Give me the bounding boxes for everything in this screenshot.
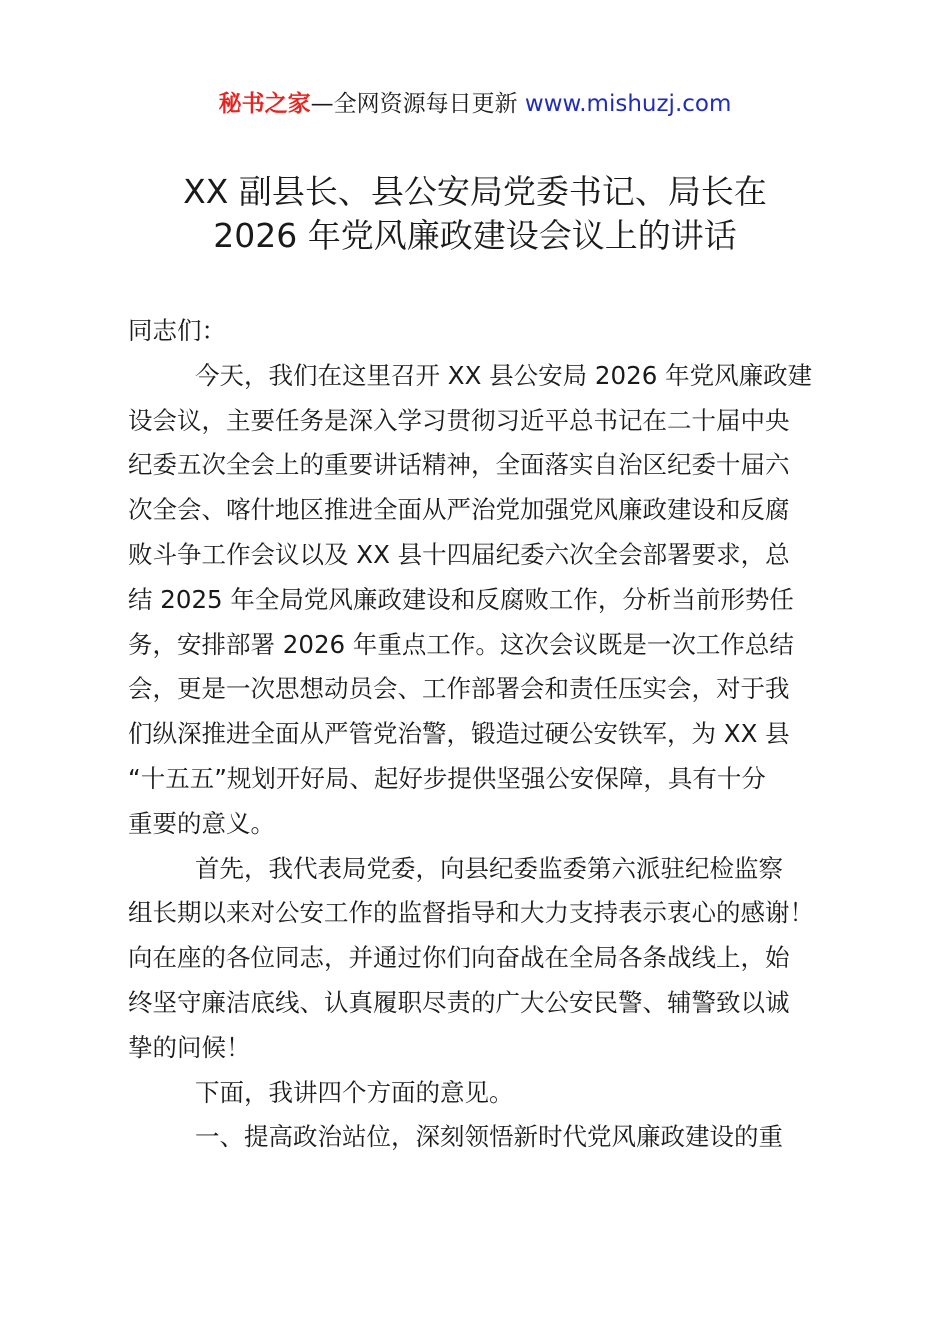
body-line: 下面，我讲四个方面的意见。 bbox=[195, 1077, 514, 1107]
title-line-2: 2026 年党风廉政建设会议上的讲话 bbox=[213, 216, 737, 255]
body-line: 今天，我们在这里召开 XX 县公安局 2026 年党风廉政建 bbox=[195, 360, 813, 390]
document-title bbox=[0, 170, 950, 258]
document-body bbox=[128, 309, 838, 1160]
salutation: 同志们： bbox=[128, 316, 226, 345]
body-line: 组长期以来对公安工作的监督指导和大力支持表示衷心的感谢！ bbox=[128, 898, 814, 928]
site-header bbox=[0, 86, 950, 122]
site-url-link[interactable]: www.mishuzj.com bbox=[524, 91, 732, 117]
site-brand: 秘书之家 bbox=[218, 91, 311, 117]
site-tagline: —全网资源每日更新 bbox=[310, 91, 525, 117]
body-line: 向在座的各位同志，并通过你们向奋战在全局各条战线上，始 bbox=[128, 943, 790, 973]
body-line: 们纵深推进全面从严管党治警，锻造过硬公安铁军，为 XX 县 bbox=[128, 719, 790, 749]
body-line: 务，安排部署 2026 年重点工作。这次会议既是一次工作总结 bbox=[128, 629, 794, 659]
body-line: 挚的问候！ bbox=[128, 1032, 251, 1062]
body-line: 结 2025 年全局党风廉政建设和反腐败工作，分析当前形势任 bbox=[128, 584, 794, 614]
body-line: 重要的意义。 bbox=[128, 808, 275, 838]
body-line: 败斗争工作会议以及 XX 县十四届纪委六次全会部署要求，总 bbox=[128, 539, 790, 569]
body-line: 终坚守廉洁底线、认真履职尽责的广大公安民警、辅警致以诚 bbox=[128, 987, 790, 1017]
body-line: 设会议，主要任务是深入学习贯彻习近平总书记在二十届中央 bbox=[128, 405, 790, 435]
body-line: 次全会、喀什地区推进全面从严治党加强党风廉政建设和反腐 bbox=[128, 495, 790, 525]
section-heading: 一、提高政治站位，深刻领悟新时代党风廉政建设的重 bbox=[195, 1122, 783, 1152]
title-line-1: XX 副县长、县公安局党委书记、局长在 bbox=[183, 172, 767, 211]
body-line: 纪委五次全会上的重要讲话精神，全面落实自治区纪委十届六 bbox=[128, 450, 790, 480]
body-line: “十五五”规划开好局、起好步提供坚强公安保障，具有十分 bbox=[128, 763, 766, 793]
body-line: 会，更是一次思想动员会、工作部署会和责任压实会，对于我 bbox=[128, 674, 790, 704]
body-line: 首先，我代表局党委，向县纪委监委第六派驻纪检监察 bbox=[195, 853, 783, 883]
